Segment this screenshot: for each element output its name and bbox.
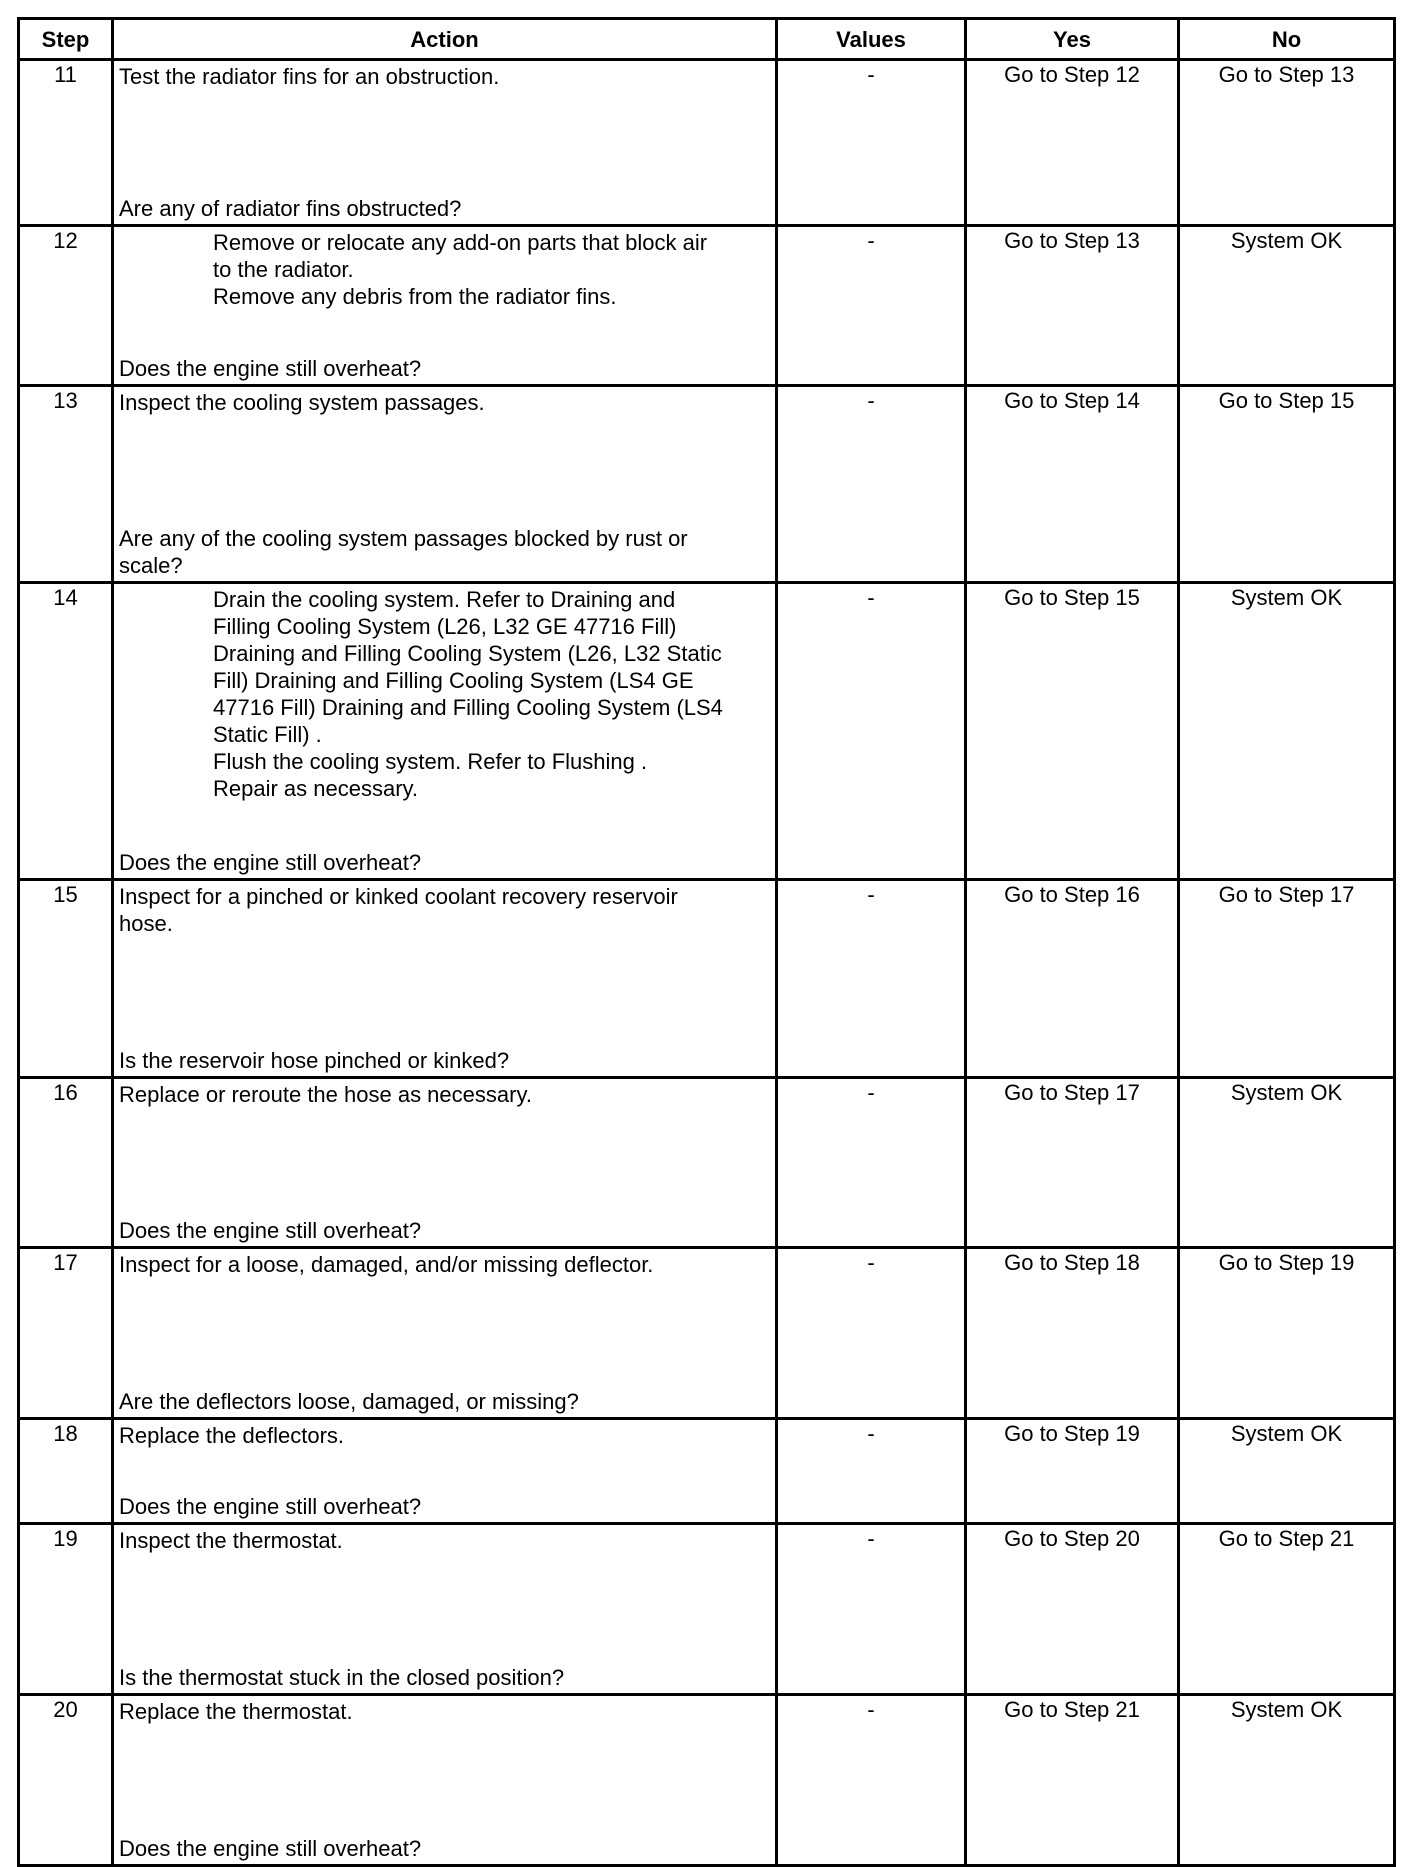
action-question: Is the reservoir hose pinched or kinked? [119,1048,510,1073]
step-number: 19 [19,1524,113,1695]
action-text: Replace or reroute the hose as necessary. [119,1082,532,1107]
action-question: Does the engine still overheat? [119,1494,422,1519]
no-cell [1179,1078,1395,1248]
action-cell [113,1248,777,1419]
no-link: Go to Step 19 [1218,1250,1355,1275]
action-text: Inspect the thermostat. [119,1528,343,1553]
header-action: Action [113,19,777,60]
action-question: Does the engine still overheat? [119,1836,422,1861]
step-number: 13 [19,386,113,583]
action-question: Are the deflectors loose, damaged, or missing? [119,1389,579,1414]
yes-cell [966,226,1179,386]
action-question: Does the engine still overheat? [119,850,422,875]
no-cell [1179,1248,1395,1419]
values-cell: - [777,583,966,880]
yes-cell [966,880,1179,1078]
yes-link: Go to Step 14 [1004,388,1140,413]
action-text: Replace the deflectors. [119,1423,345,1448]
action-cell [113,583,777,880]
yes-link: Go to Step 15 [1004,585,1140,610]
no-cell [1179,880,1395,1078]
table-row [19,386,1395,583]
action-cell [113,1419,777,1524]
no-link: System OK [1230,1080,1343,1105]
yes-cell [966,583,1179,880]
no-link: Go to Step 13 [1218,62,1355,87]
values-cell: - [777,1419,966,1524]
action-cell [113,60,777,226]
yes-cell [966,60,1179,226]
values-cell: - [777,60,966,226]
header-row [19,19,1395,60]
action-cell [113,386,777,583]
no-link: Go to Step 21 [1218,1526,1355,1551]
no-cell [1179,60,1395,226]
step-number: 11 [19,60,113,226]
header-yes: Yes [966,19,1179,60]
no-link: System OK [1230,228,1343,253]
table-row [19,583,1395,880]
no-link: System OK [1230,1697,1343,1722]
action-cell [113,1695,777,1866]
action-question: Is the thermostat stuck in the closed position? [119,1665,565,1690]
values-cell: - [777,1695,966,1866]
step-number: 15 [19,880,113,1078]
table-row [19,1248,1395,1419]
yes-link: Go to Step 13 [1004,228,1140,253]
values-cell: - [777,386,966,583]
values-cell: - [777,880,966,1078]
yes-link: Go to Step 17 [1004,1080,1140,1105]
action-text: Drain the cooling system. Refer to Draining and Filling Cooling System (L26, L32 GE 47716 Fill) Draining and Filling Cooling System (L26, L32 Static Fill) Draining and Filling Cooling System (LS4 GE 47716 Fill) Draining and Filling Cooling System (LS4 Static Fill) . Flush the cooling system. Refer to Flushing . Repair as necessary. [213,587,723,801]
no-cell [1179,226,1395,386]
yes-cell [966,1695,1179,1866]
table-row [19,1695,1395,1866]
values-cell: - [777,1248,966,1419]
action-question: Does the engine still overheat? [119,356,422,381]
table-row [19,1078,1395,1248]
no-cell [1179,1524,1395,1695]
action-question: Are any of the cooling system passages blocked by rust or scale? [119,526,688,578]
no-cell [1179,583,1395,880]
values-cell: - [777,226,966,386]
action-cell [113,1524,777,1695]
yes-cell [966,1419,1179,1524]
step-number: 14 [19,583,113,880]
action-question: Does the engine still overheat? [119,1218,422,1243]
step-number: 20 [19,1695,113,1866]
values-cell: - [777,1078,966,1248]
diagnostic-table [17,17,1396,1867]
no-cell [1179,1695,1395,1866]
yes-cell [966,1524,1179,1695]
no-link: Go to Step 15 [1218,388,1355,413]
table-row [19,880,1395,1078]
yes-link: Go to Step 19 [1004,1421,1140,1446]
table-row [19,226,1395,386]
action-text: Inspect the cooling system passages. [119,390,485,415]
action-cell [113,880,777,1078]
no-link: Go to Step 17 [1218,882,1355,907]
yes-link: Go to Step 21 [1004,1697,1140,1722]
header-values: Values [777,19,966,60]
yes-link: Go to Step 20 [1004,1526,1140,1551]
values-cell: - [777,1524,966,1695]
step-number: 16 [19,1078,113,1248]
no-cell [1179,1419,1395,1524]
action-question: Are any of radiator fins obstructed? [119,196,462,221]
no-cell [1179,386,1395,583]
yes-link: Go to Step 16 [1004,882,1140,907]
step-number: 17 [19,1248,113,1419]
yes-cell [966,1248,1179,1419]
yes-cell [966,1078,1179,1248]
action-cell [113,1078,777,1248]
action-text: Replace the thermostat. [119,1699,353,1724]
action-text: Remove or relocate any add-on parts that block air to the radiator. Remove any debris from the radiator fins. [213,230,708,309]
step-number: 12 [19,226,113,386]
table-row [19,1419,1395,1524]
header-step: Step [19,19,113,60]
action-cell [113,226,777,386]
action-text: Test the radiator fins for an obstruction. [119,64,500,89]
yes-link: Go to Step 18 [1004,1250,1140,1275]
header-no: No [1179,19,1395,60]
yes-cell [966,386,1179,583]
action-text: Inspect for a pinched or kinked coolant recovery reservoir hose. [119,884,678,936]
table-row [19,1524,1395,1695]
yes-link: Go to Step 12 [1004,62,1140,87]
action-text: Inspect for a loose, damaged, and/or missing deflector. [119,1252,654,1277]
no-link: System OK [1230,585,1343,610]
step-number: 18 [19,1419,113,1524]
table-row [19,60,1395,226]
no-link: System OK [1230,1421,1343,1446]
